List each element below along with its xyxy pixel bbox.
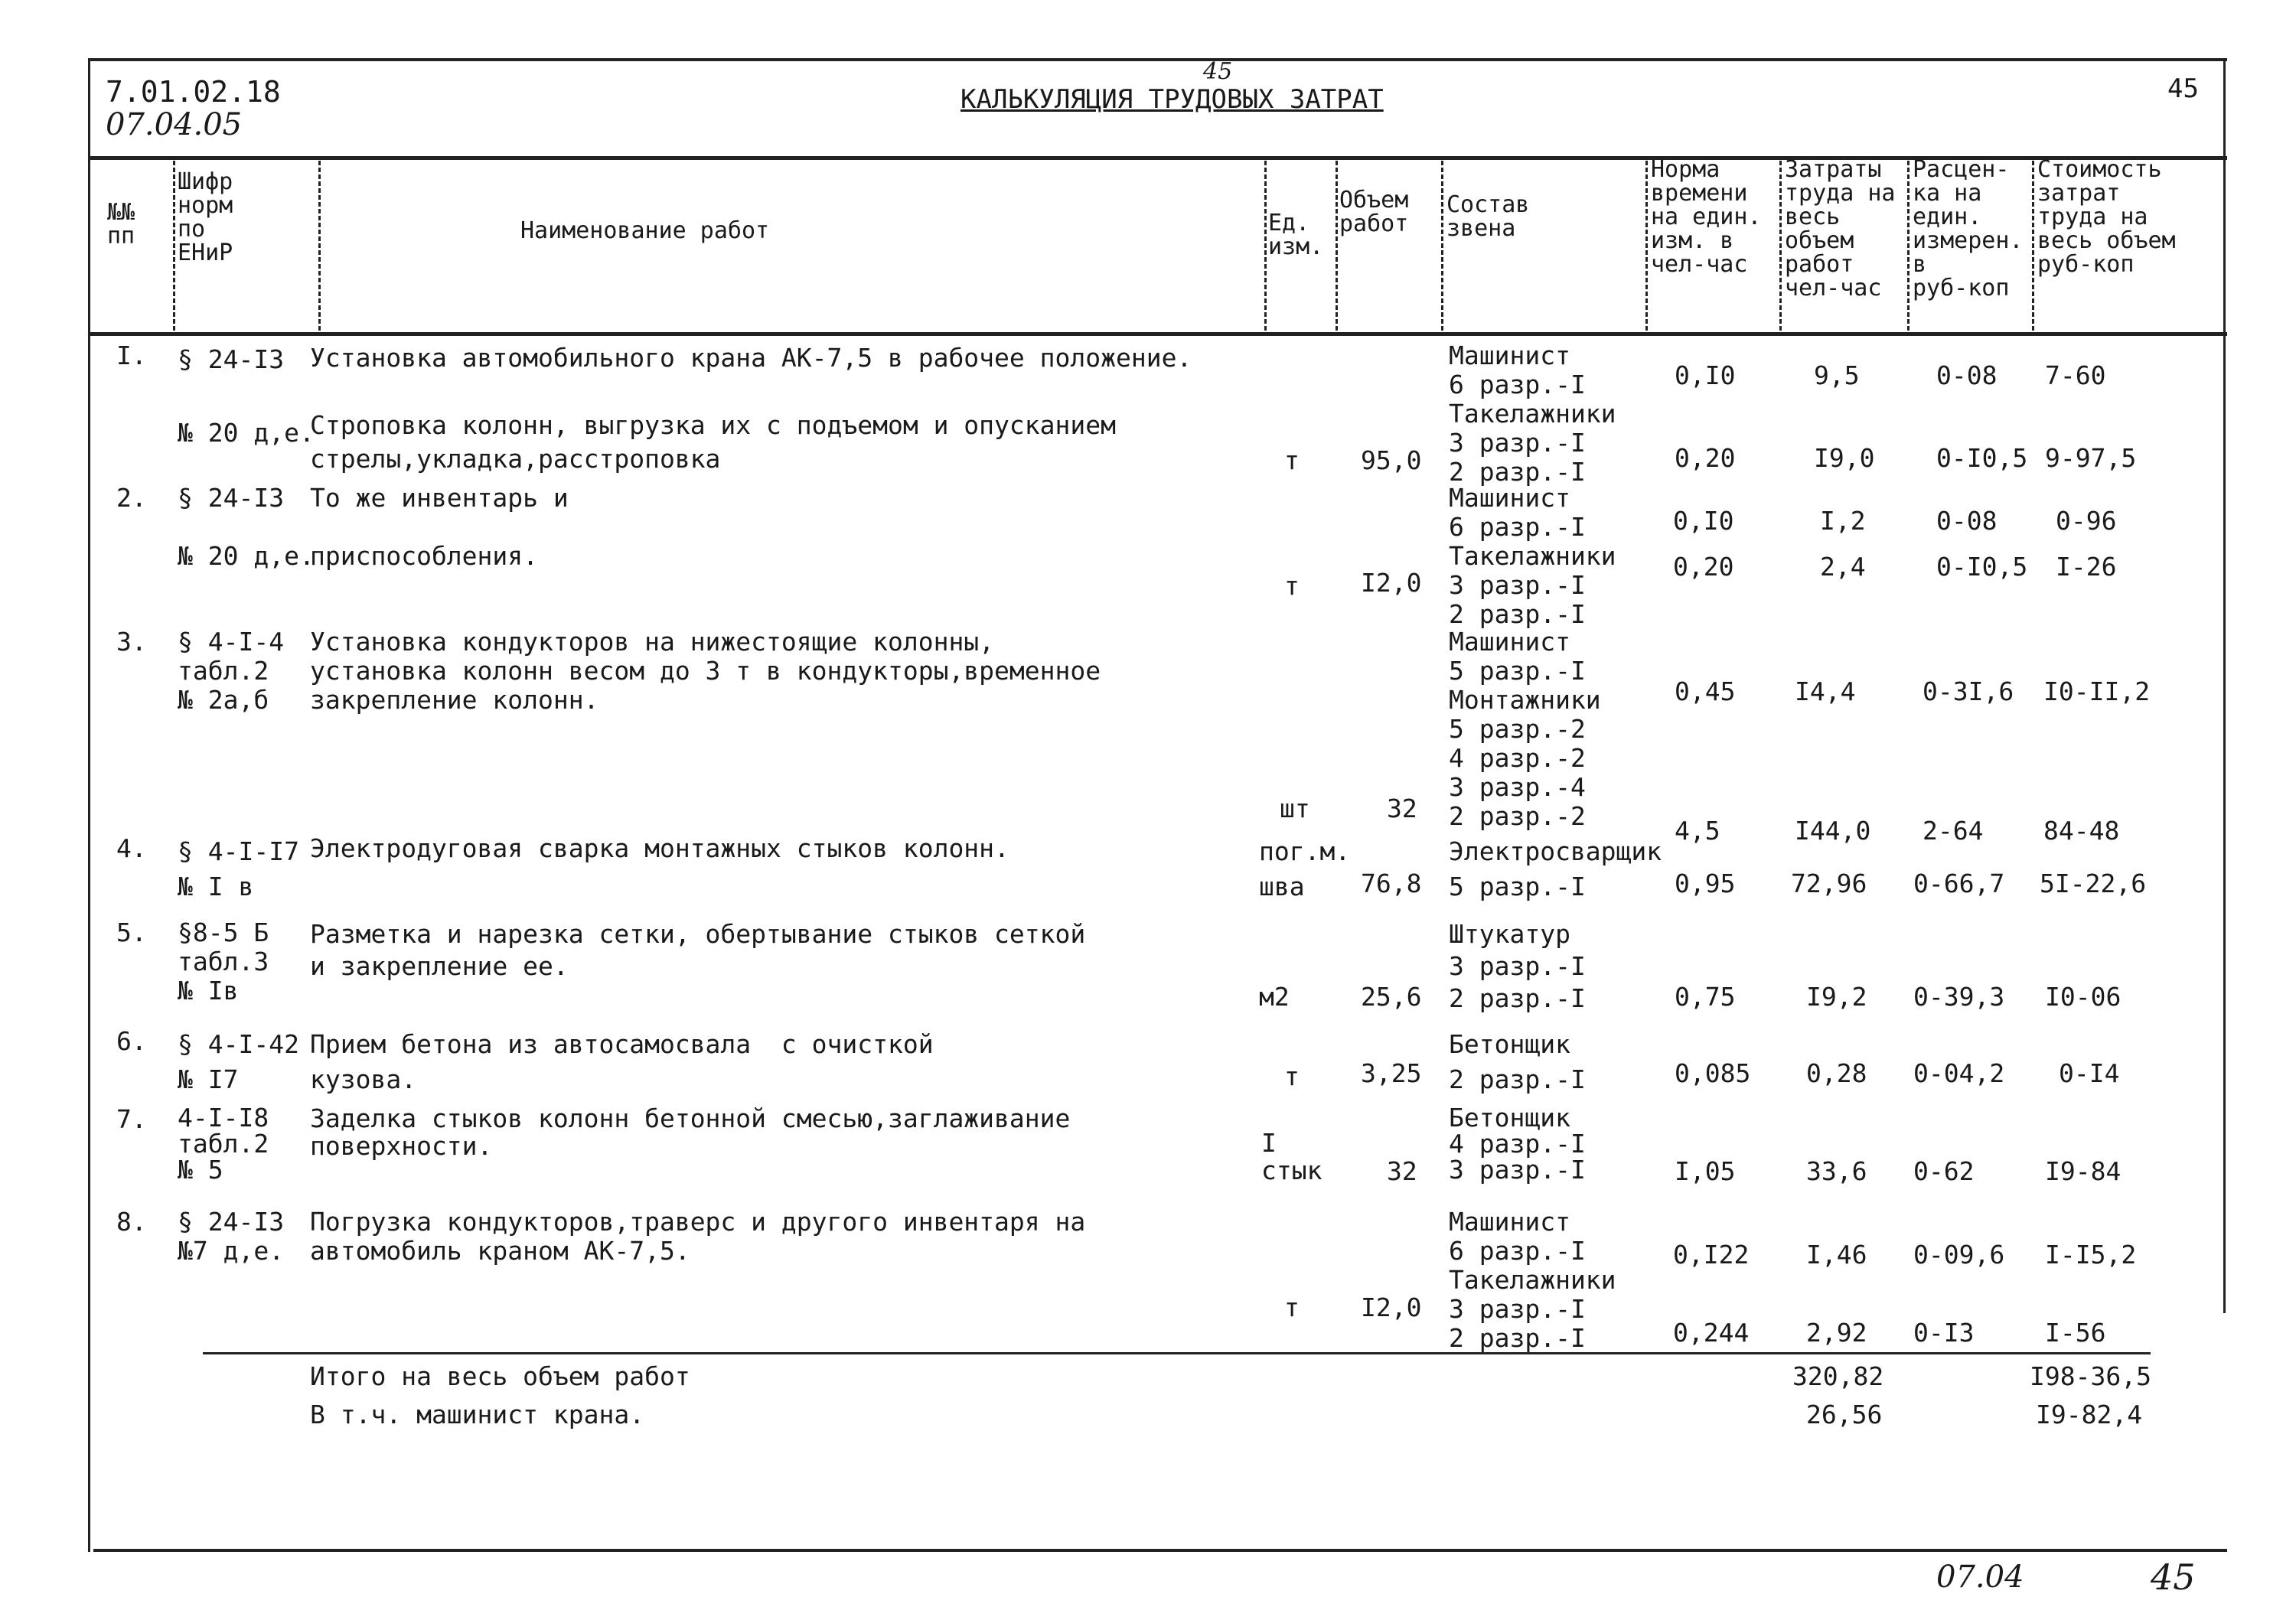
subtotal-label: В т.ч. машинист крана. [310,1400,645,1429]
row-8-labor: I,46 2,92 [1806,1240,1867,1348]
header-unit: Ед. изм. [1268,210,1324,260]
row-5-name: Разметка и нарезка сетки, обертывание стыков сеткой и закрепление ее. [310,919,1086,981]
row-6-norm: 0,085 [1675,1058,1751,1088]
col-divider [2032,161,2034,331]
row-3-name: Установка кондукторов на нижестоящие колонны, установка колонн весом до 3 т в кондукторы,временное закрепление колонн. [310,627,1101,715]
row-5-code: §8-5 Б табл.3 № Iв [178,918,269,1006]
row-1-rate: 0-08 0-I0,5 [1936,360,2028,473]
row-4-rate: 0-66,7 [1913,869,2005,898]
row-8-volume: I2,0 [1361,1292,1422,1322]
row-2-norm: 0,I0 0,20 [1673,506,1734,582]
row-5-num: 5. [116,918,147,947]
frame-top-border [88,58,2227,61]
row-8-crew: Машинист 6 разр.-I Такелажники 3 разр.-I 2 разр.-I [1449,1207,1616,1353]
header-labor: Затраты труда на весь объем работ чел-час [1785,156,1896,302]
subtotal-labor: 26,56 [1806,1400,1883,1429]
row-8-name: Погрузка кондукторов,траверс и другого инвентаря на автомобиль краном АК-7,5. [310,1207,1086,1266]
row-2-volume: I2,0 [1361,568,1422,598]
header-num: №№ пп [107,199,135,249]
header-volume: Объем работ [1339,187,1409,237]
subtotal-cost: I9-82,4 [2036,1400,2143,1429]
row-7-name: Заделка стыков колонн бетонной смесью,заглаживание поверхности. [310,1103,1071,1161]
row-3-volume: 32 [1387,794,1417,823]
row-1-name: Установка автомобильного крана АК-7,5 в рабочее положение. Строповка колонн, выгрузка их с подъемом и опусканием стрелы,укладка,расстроповка [310,343,1192,474]
row-1-unit: т [1284,445,1300,475]
row-2-code: § 24-I3 № 20 д,е. [178,483,315,571]
row-5-unit: м2 [1259,982,1290,1012]
row-6-num: 6. [116,1026,147,1056]
total-label: Итого на весь объем работ [310,1361,690,1391]
col-divider [1264,161,1267,331]
row-1-cost: 7-60 9-97,5 [2045,360,2137,473]
row-3-code: § 4-I-4 табл.2 № 2а,б [178,627,285,715]
row-3-crew: Машинист 5 разр.-I Монтажники 5 разр.-2 4 разр.-2 3 разр.-4 2 разр.-2 [1449,627,1601,831]
header-name: Наименование работ [520,217,770,244]
col-divider [318,161,321,331]
col-divider [1441,161,1443,331]
document-code-handwritten: 07.04.05 [106,107,243,142]
col-divider [1336,161,1338,331]
row-7-crew: Бетонщик 4 разр.-I 3 разр.-I [1449,1103,1586,1185]
frame-bottom-border [93,1549,2227,1552]
total-labor: 320,82 [1792,1361,1884,1391]
row-1-crew: Машинист 6 разр.-I Такелажники 3 разр.-I 2 разр.-I [1449,341,1616,487]
row-6-volume: 3,25 [1361,1058,1422,1088]
totals-separator-line [203,1352,2151,1354]
header-norm: Норма времени на един. изм. в чел-час [1651,156,1762,278]
footer-page: 45 [2151,1556,2196,1598]
row-4-crew: Электросварщик 5 разр.-I [1449,836,1662,901]
row-3-labor: I4,4 I44,0 [1795,676,1871,846]
frame-right-border [2223,58,2226,1313]
row-8-num: 8. [116,1207,147,1237]
row-5-cost: I0-06 [2045,982,2122,1012]
row-5-labor: I9,2 [1806,982,1867,1012]
row-4-code: § 4-I-I7 № I в [178,836,299,901]
row-7-labor: 33,6 [1806,1156,1867,1186]
row-2-rate: 0-08 0-I0,5 [1936,506,2028,582]
row-8-norm: 0,I22 0,244 [1673,1240,1750,1348]
row-7-cost: I9-84 [2045,1156,2122,1186]
col-divider [1779,161,1782,331]
row-4-volume: 76,8 [1361,869,1422,898]
row-1-norm: 0,I0 0,20 [1675,360,1736,473]
header-top-border [88,156,2227,160]
col-divider [1645,161,1648,331]
page-title: КАЛЬКУЛЯЦИЯ ТРУДОВЫХ ЗАТРАТ [960,84,1384,115]
row-3-num: 3. [116,627,147,657]
row-6-code: § 4-I-42 № I7 [178,1029,299,1094]
row-6-crew: Бетонщик 2 разр.-I [1449,1029,1586,1094]
row-5-crew: Штукатур 3 разр.-I 2 разр.-I [1449,919,1586,1013]
row-4-cost: 5I-22,6 [2040,869,2147,898]
row-7-unit: I стык [1261,1128,1322,1185]
frame-left-border [88,58,90,1552]
row-5-volume: 25,6 [1361,982,1422,1012]
row-2-name: То же инвентарь и приспособления. [310,483,569,571]
page-number: 45 [2167,73,2199,104]
header-crew: Состав звена [1446,191,1530,242]
total-cost: I98-36,5 [2030,1361,2151,1391]
row-4-num: 4. [116,833,147,863]
row-7-code: 4-I-I8 табл.2 № 5 [178,1103,269,1185]
row-4-norm: 0,95 [1675,869,1736,898]
col-divider [1907,161,1910,331]
row-6-name: Прием бетона из автосамосвала с очисткой кузова. [310,1029,934,1094]
header-code: Шифр норм по ЕНиР [178,168,233,266]
row-6-rate: 0-04,2 [1913,1058,2005,1088]
row-1-code: § 24-I3 № 20 д,е. [178,344,315,448]
row-5-norm: 0,75 [1675,982,1736,1012]
header-bottom-border [88,332,2227,336]
row-4-name: Электродуговая сварка монтажных стыков колонн. [310,833,1009,863]
row-2-num: 2. [116,483,147,513]
row-8-code: § 24-I3 №7 д,е. [178,1207,285,1266]
col-divider [173,161,175,331]
document-code: 7.01.02.18 [106,75,281,109]
footer-code: 07.04 [1936,1560,2024,1595]
row-1-labor: 9,5 I9,0 [1814,360,1875,473]
row-4-unit: пог.м. шва [1259,836,1351,901]
row-4-labor: 72,96 [1791,869,1867,898]
row-8-unit: т [1284,1292,1300,1322]
row-3-norm: 0,45 4,5 [1675,676,1736,846]
row-2-labor: I,2 2,4 [1820,506,1866,582]
row-3-rate: 0-3I,6 2-64 [1923,676,2014,846]
row-7-volume: 32 [1387,1156,1417,1186]
row-7-norm: I,05 [1675,1156,1736,1186]
row-2-crew: Машинист 6 разр.-I Такелажники 3 разр.-I 2 разр.-I [1449,483,1616,629]
row-3-unit: шт [1280,794,1310,823]
header-rate: Расцен- ка на един. измерен. в руб-коп [1913,156,2024,302]
row-7-num: 7. [116,1104,147,1134]
row-1-num: I. [116,341,147,370]
header-cost: Стоимость затрат труда на весь объем руб-коп [2037,156,2176,278]
row-2-unit: т [1284,571,1300,601]
row-3-cost: I0-II,2 84-48 [2043,676,2151,846]
row-7-rate: 0-62 [1913,1156,1975,1186]
row-6-unit: т [1284,1061,1300,1091]
row-5-rate: 0-39,3 [1913,982,2005,1012]
row-1-volume: 95,0 [1361,445,1422,475]
row-6-cost: 0-I4 [2059,1058,2120,1088]
row-8-cost: I-I5,2 I-56 [2045,1240,2137,1348]
row-2-cost: 0-96 I-26 [2056,506,2117,582]
page-number-handwritten: 45 [1203,58,1233,85]
row-6-labor: 0,28 [1806,1058,1867,1088]
row-8-rate: 0-09,6 0-I3 [1913,1240,2005,1348]
